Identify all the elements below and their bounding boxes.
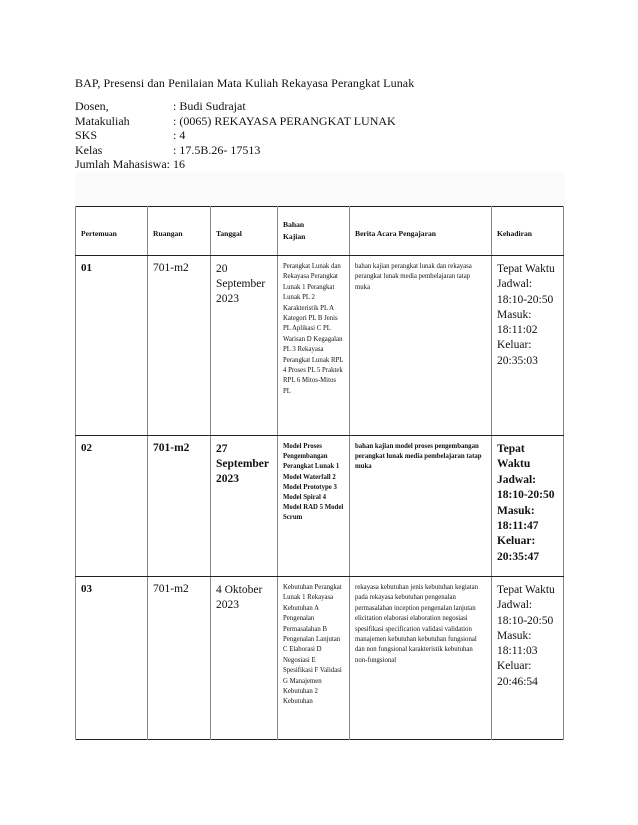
meta-label: Matakuliah <box>75 113 130 128</box>
cell-bahan-kajian: Perangkat Lunak dan Rekayasa Perangkat Lunak 1 Perangkat Lunak PL 2 Karakteristik PL A Kategori PL B Jenis PL Aplikasi C PL Warisan D Kegagalan PL 3 Rekayasa Perangkat Lunak RPL 4 Proses PL 5 Praktek RPL 6 Mitos-Mitos PL <box>278 256 350 436</box>
cell-kehadiran: Tepat Waktu Jadwal: 18:10-20:50 Masuk: 18:11:47 Keluar: 20:35:47 <box>492 436 564 577</box>
meta-label: Dosen, <box>75 99 109 113</box>
header-bahan-kajian <box>278 207 350 256</box>
cell-ruangan: 701-m2 <box>148 256 211 436</box>
meta-value: : 4 <box>173 128 186 142</box>
cell-tanggal: 27 September 2023 <box>211 436 278 577</box>
meta-row-matakuliah <box>75 114 396 129</box>
meta-value: : (0065) REKAYASA PERANGKAT LUNAK <box>173 113 396 128</box>
meta-value: : 16 <box>166 157 185 171</box>
cell-pertemuan: 01 <box>76 256 148 436</box>
meta-label: SKS <box>75 128 98 142</box>
table-row <box>76 577 564 740</box>
cell-tanggal: 4 Oktober 2023 <box>211 577 278 740</box>
cell-kehadiran: Tepat Waktu Jadwal: 18:10-20:50 Masuk: 18:11:02 Keluar: 20:35:03 <box>492 256 564 436</box>
cell-ruangan: 701-m2 <box>148 436 211 577</box>
cell-kehadiran: Tepat Waktu Jadwal: 18:10-20:50 Masuk: 18:11:03 Keluar: 20:46:54 <box>492 577 564 740</box>
course-info <box>75 99 396 172</box>
cell-bahan-kajian: Kebutuhan Perangkat Lunak 1 Rekayasa Kebutuhan A Pengenalan Permasalahan B Pengenalan Lanjutan C Elaborasi D Negosiasi E Spesifikasi F Validasi G Manajemen Kebutuhan 2 Kebutuhan <box>278 577 350 740</box>
header-pertemuan: Pertemuan <box>76 207 148 256</box>
table-header-row <box>76 207 564 256</box>
meta-row-dosen <box>75 99 396 114</box>
header-tanggal: Tanggal <box>211 207 278 256</box>
header-bahan-kajian-line1: Bahan <box>283 220 305 229</box>
cell-pertemuan: 03 <box>76 577 148 740</box>
table-row <box>76 436 564 577</box>
meta-label: Kelas <box>75 142 103 157</box>
cell-ruangan: 701-m2 <box>148 577 211 740</box>
header-kehadiran: Kehadiran <box>492 207 564 256</box>
cell-bahan-kajian: Model Proses Pengembangan Perangkat Lunak 1 Model Waterfall 2 Model Prototype 3 Model Spiral 4 Model RAD 5 Model Scrum <box>278 436 350 577</box>
header-berita-acara: Berita Acara Pengajaran <box>350 207 492 256</box>
header-bahan-kajian-line2: Kajian <box>283 232 306 241</box>
cell-berita-acara: bahan kajian model proses pengembangan perangkat lunak media pembelajaran tatap muka <box>350 436 492 577</box>
cell-berita-acara: bahan kajian perangkat lunak dan rekayasa perangkat lunak media pembelajaran tatap muka <box>350 256 492 436</box>
cell-berita-acara: rekayasa kebutuhan jenis kebutuhan kegiatan pada rekayasa kebutuhan pengenalan permasalahan inception pengenalan lanjutan elicitation elaborasi elaboration negosiasi spesifikasi specification validasi validation manajemen kebutuhan kebutuhan fungsional dan non fungsional karakteristik kebutuhan non-fungsional <box>350 577 492 740</box>
cell-pertemuan: 02 <box>76 436 148 577</box>
document-title: BAP, Presensi dan Penilaian Mata Kuliah Rekayasa Perangkat Lunak <box>75 76 415 90</box>
meta-row-sks <box>75 128 396 143</box>
meta-label: Jumlah Mahasiswa <box>75 157 167 171</box>
header-ruangan: Ruangan <box>148 207 211 256</box>
meta-row-jumlah-mahasiswa <box>75 157 396 172</box>
header-shading <box>75 172 565 206</box>
cell-tanggal: 20 September 2023 <box>211 256 278 436</box>
meta-value: : Budi Sudrajat <box>173 99 246 113</box>
meta-value: : 17.5B.26- 17513 <box>173 142 261 157</box>
attendance-table <box>75 206 564 740</box>
meta-row-kelas <box>75 143 396 158</box>
table-row <box>76 256 564 436</box>
